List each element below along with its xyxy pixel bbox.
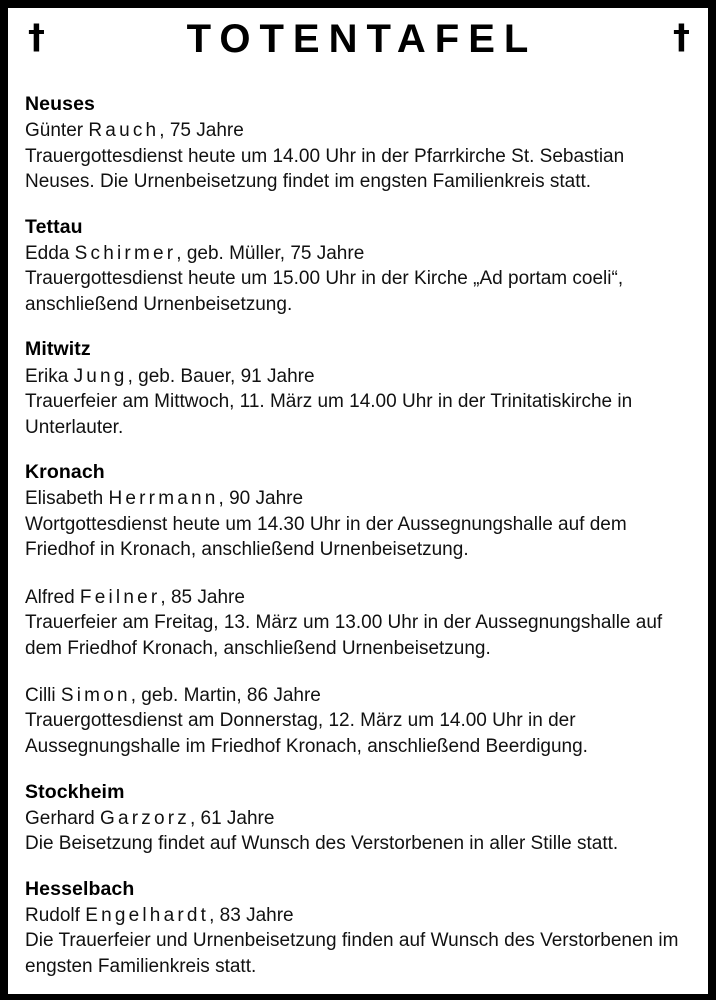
deceased-name-line bbox=[25, 118, 694, 143]
surname: Feilner bbox=[79, 586, 161, 608]
deceased-name-line bbox=[25, 585, 694, 610]
given-name: Günter bbox=[25, 120, 84, 142]
obituary-entry bbox=[25, 806, 694, 857]
obituary-entry bbox=[25, 486, 694, 562]
town-block bbox=[25, 92, 694, 195]
surname: Schirmer bbox=[74, 243, 177, 265]
town-heading: Tettau bbox=[25, 215, 83, 238]
cross-icon-left: † bbox=[28, 17, 45, 57]
service-details: Wortgottesdienst heute um 14.30 Uhr in der Aussegnungshalle auf dem Friedhof in Kronach, anschließend Urnenbeisetzung. bbox=[25, 513, 627, 561]
deceased-name-line bbox=[25, 364, 694, 389]
obituary-entry bbox=[25, 683, 694, 759]
service-details: Trauergottesdienst am Donnerstag, 12. März um 14.00 Uhr in der Aussegnungshalle im Friedhof Kronach, anschließend Beerdigung. bbox=[25, 710, 588, 757]
given-name: Cilli bbox=[25, 685, 56, 707]
town-block bbox=[25, 780, 694, 857]
page-title: TOTENTAFEL bbox=[186, 17, 538, 61]
town-heading: Stockheim bbox=[25, 780, 125, 803]
name-suffix: , geb. Martin, 86 Jahre bbox=[130, 685, 321, 707]
town-heading: Mitwitz bbox=[25, 338, 91, 361]
surname: Herrmann bbox=[108, 488, 219, 510]
deceased-name-line bbox=[25, 241, 694, 266]
name-suffix: , 85 Jahre bbox=[160, 586, 245, 608]
given-name: Erika bbox=[25, 365, 69, 387]
town-heading: Kronach bbox=[25, 461, 105, 484]
service-details: Die Beisetzung findet auf Wunsch des Verstorbenen in aller Stille statt. bbox=[25, 833, 619, 855]
name-suffix: , 75 Jahre bbox=[159, 120, 244, 142]
surname: Jung bbox=[73, 365, 128, 387]
name-suffix: , 83 Jahre bbox=[209, 905, 294, 927]
surname: Rauch bbox=[88, 120, 160, 142]
masthead bbox=[8, 8, 708, 70]
surname: Engelhardt bbox=[85, 905, 210, 927]
cross-icon-right: † bbox=[673, 17, 690, 57]
notices-list bbox=[8, 70, 708, 979]
service-details: Trauergottesdienst heute um 14.00 Uhr in der Pfarrkirche St. Sebastian Neuses. Die Urnenbeisetzung findet im engsten Familienkreis statt. bbox=[25, 145, 625, 193]
deceased-name-line bbox=[25, 806, 694, 831]
obituary-entry bbox=[25, 585, 694, 661]
service-details: Trauerfeier am Mittwoch, 11. März um 14.00 Uhr in der Trinitatiskirche in Unterlauter. bbox=[25, 391, 633, 438]
obituary-entry bbox=[25, 118, 694, 194]
obituary-entry bbox=[25, 364, 694, 440]
given-name: Elisabeth bbox=[25, 488, 104, 510]
name-suffix: , 90 Jahre bbox=[218, 488, 304, 510]
deceased-name-line bbox=[25, 683, 694, 708]
surname: Simon bbox=[60, 685, 131, 707]
town-block bbox=[25, 337, 694, 440]
town-block bbox=[25, 215, 694, 318]
town-heading: Neuses bbox=[25, 93, 95, 115]
service-details: Die Trauerfeier und Urnenbeisetzung finden auf Wunsch des Verstorbenen im engsten Familienkreis statt. bbox=[25, 930, 679, 977]
surname: Garzorz bbox=[99, 807, 190, 829]
obituary-entry bbox=[25, 241, 694, 317]
given-name: Alfred bbox=[25, 586, 75, 608]
obituary-entry bbox=[25, 903, 694, 979]
deceased-name-line bbox=[25, 486, 694, 511]
town-block bbox=[25, 460, 694, 759]
service-details: Trauerfeier am Freitag, 13. März um 13.00 Uhr in der Aussegnungshalle auf dem Friedhof Kronach, anschließend Urnenbeisetzung. bbox=[25, 612, 663, 659]
town-block bbox=[25, 877, 694, 980]
name-suffix: , geb. Müller, 75 Jahre bbox=[176, 243, 365, 265]
town-heading: Hesselbach bbox=[25, 877, 135, 900]
page-sheet bbox=[8, 8, 708, 994]
service-details: Trauergottesdienst heute um 15.00 Uhr in der Kirche „Ad portam coeli“, anschließend Urnenbeisetzung. bbox=[25, 268, 624, 315]
name-suffix: , 61 Jahre bbox=[189, 807, 275, 829]
name-suffix: , geb. Bauer, 91 Jahre bbox=[127, 365, 315, 387]
given-name: Edda bbox=[25, 243, 70, 265]
given-name: Gerhard bbox=[25, 807, 95, 829]
given-name: Rudolf bbox=[25, 905, 80, 927]
deceased-name-line bbox=[25, 903, 694, 928]
